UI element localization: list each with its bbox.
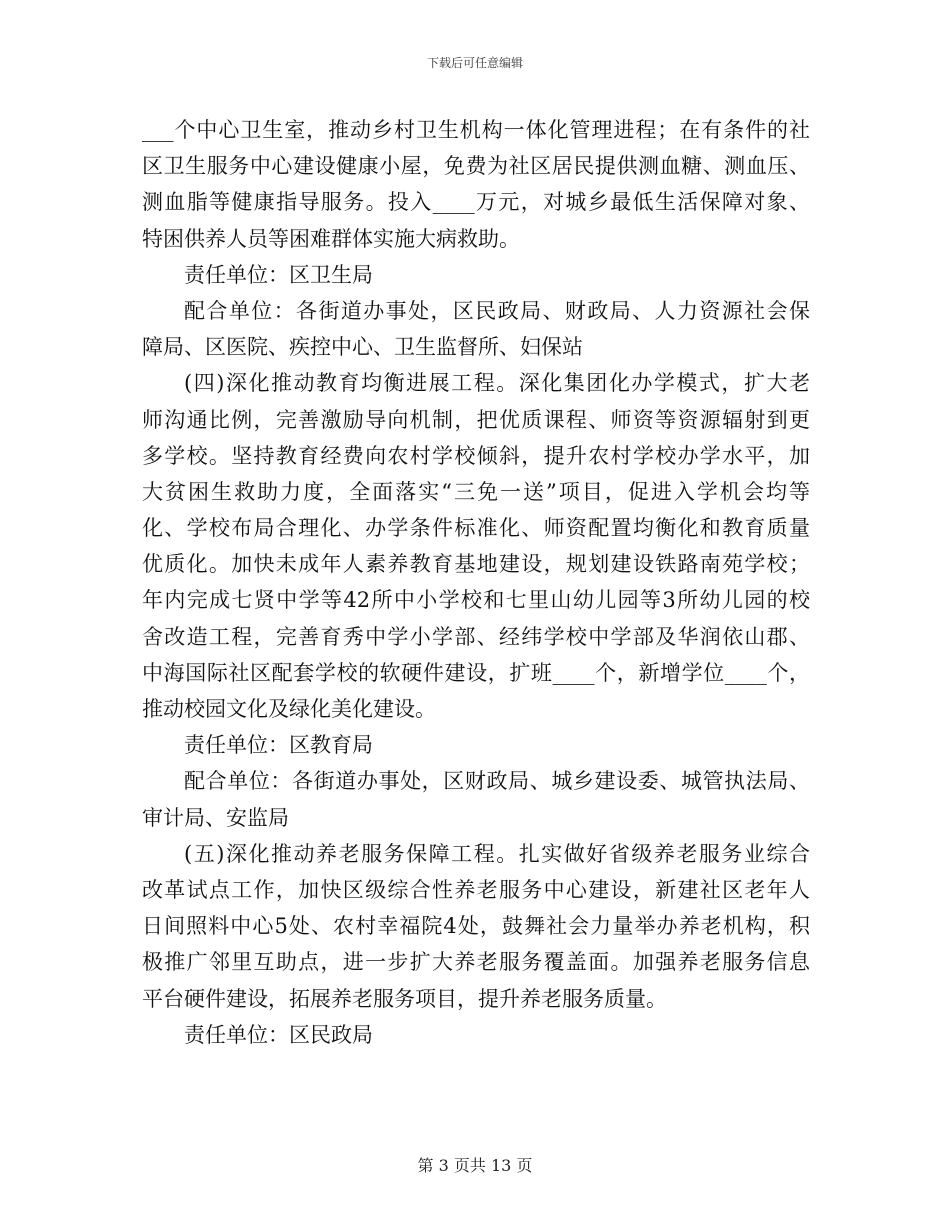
page-header: 下载后可任意编辑: [426, 56, 523, 70]
text-line: 化、学校布局合理化、办学条件标准化、师资配置均衡化和教育质量: [142, 516, 810, 541]
text-line: 障局、区医院、疾控中心、卫生监督所、妇保站: [142, 335, 583, 360]
text-line: 极推广邻里互助点，进一步扩大养老服务覆盖面。加强养老服务信息: [142, 950, 810, 975]
text-line: 测血脂等健康指导服务。投入____万元，对城乡最低生活保障对象、: [142, 190, 810, 215]
text-line: 责任单位：区教育局: [184, 733, 373, 758]
text-line: 中海国际社区配套学校的软硬件建设，扩班____个，新增学位____个，: [142, 660, 810, 685]
text-line: 日间照料中心5处、农村幸福院4处，鼓舞社会力量举办养老机构，积: [142, 914, 810, 939]
text-line: 配合单位：各街道办事处，区财政局、城乡建设委、城管执法局、: [184, 769, 810, 794]
text-line: 区卫生服务中心建设健康小屋，免费为社区居民提供测血糖、测血压、: [142, 154, 810, 179]
text-line: (五)深化推动养老服务保障工程。扎实做好省级养老服务业综合: [184, 841, 810, 866]
text-line: ___个中心卫生室，推动乡村卫生机构一体化管理进程；在有条件的社: [142, 118, 810, 142]
text-line: 舍改造工程，完善育秀中学小学部、经纬学校中学部及华润依山郡、: [142, 624, 810, 649]
text-line: 优质化。加快未成年人素养教育基地建设，规划建设铁路南苑学校；: [142, 552, 810, 577]
text-line: 责任单位：区民政局: [184, 1022, 373, 1047]
text-line: 审计局、安监局: [142, 805, 289, 830]
text-line: 推动校园文化及绿化美化建设。: [142, 697, 436, 721]
text-line: (四)深化推动教育均衡进展工程。深化集团化办学模式，扩大老: [184, 371, 810, 396]
document-body: [142, 112, 810, 1053]
text-line: 大贫困生救助力度，全面落实“三免一送”项目，促进入学机会均等: [142, 479, 810, 504]
text-line: 师沟通比例，完善激励导向机制，把优质课程、师资等资源辐射到更: [142, 407, 810, 432]
text-line: 责任单位：区卫生局: [184, 262, 373, 287]
text-line: 改革试点工作，加快区级综合性养老服务中心建设，新建社区老年人: [142, 877, 810, 902]
text-line: 平台硬件建设，拓展养老服务项目，提升养老服务质量。: [142, 986, 667, 1011]
text-line: 多学校。坚持教育经费向农村学校倾斜，提升农村学校办学水平，加: [142, 443, 810, 468]
text-line: 配合单位：各街道办事处，区民政局、财政局、人力资源社会保: [184, 298, 810, 323]
page-footer: 第 3 页共 13 页: [417, 1156, 533, 1175]
text-line: 特困供养人员等困难群体实施大病救助。: [142, 226, 520, 251]
text-line: 年内完成七贤中学等42所中小学校和七里山幼儿园等3所幼儿园的校: [142, 588, 810, 613]
